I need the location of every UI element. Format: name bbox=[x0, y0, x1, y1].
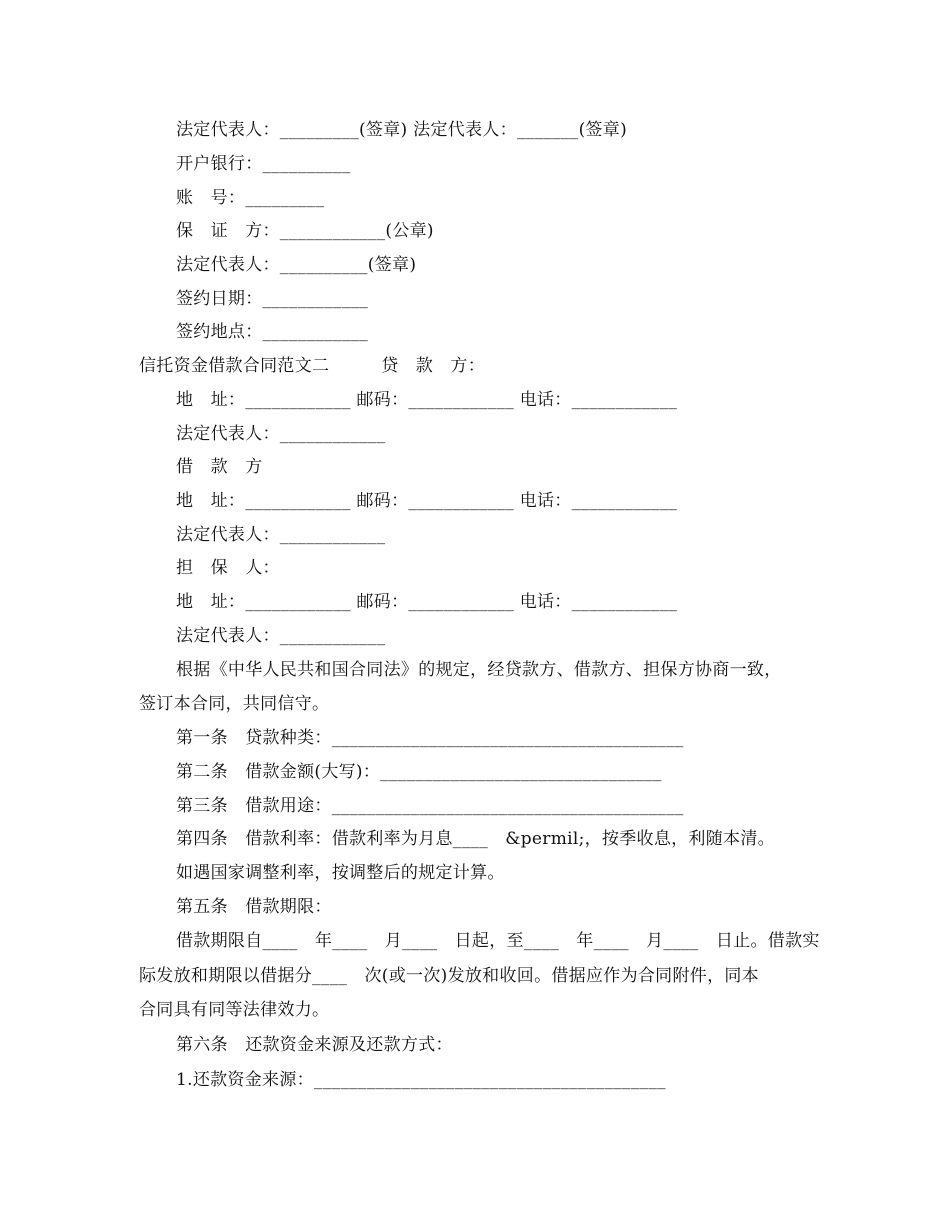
line-term-1: 借款期限自____ 年____ 月____ 日起，至____ 年____ 月____ 日止。借款实 bbox=[176, 931, 820, 951]
line-article-4: 第四条 借款利率：借款利率为月息____ &permil;，按季收息，利随本清。 bbox=[176, 829, 775, 849]
line-lender-address: 地 址：____________ 邮码：____________ 电话：____________ bbox=[176, 390, 678, 410]
line-article-6: 第六条 还款资金来源及还款方式： bbox=[176, 1035, 453, 1055]
line-rate-adjust: 如遇国家调整利率，按调整后的规定计算。 bbox=[176, 863, 505, 883]
line-guarantor-address: 地 址：____________ 邮码：____________ 电话：____________ bbox=[176, 592, 678, 612]
line-article-3: 第三条 借款用途：________________________________________ bbox=[176, 796, 684, 816]
line-borrower: 借 款 方 bbox=[176, 457, 263, 477]
line-guarantor-legal-rep: 法定代表人：__________(签章) bbox=[176, 255, 417, 275]
line-article-5: 第五条 借款期限： bbox=[176, 897, 332, 917]
line-guarantor: 担 保 人： bbox=[176, 558, 280, 578]
line-article-1: 第一条 贷款种类：________________________________________ bbox=[176, 728, 684, 748]
line-legal-rep-signatures: 法定代表人：_________(签章) 法定代表人：_______(签章) bbox=[176, 120, 628, 140]
line-bank: 开户银行：__________ bbox=[176, 154, 351, 174]
line-account: 账 号：_________ bbox=[176, 188, 325, 208]
line-guarantor-legal-rep-2: 法定代表人：____________ bbox=[176, 626, 386, 646]
line-article-2: 第二条 借款金额(大写)：________________________________ bbox=[176, 762, 662, 782]
line-sign-place: 签约地点：____________ bbox=[176, 322, 369, 342]
line-repayment-source: 1.还款资金来源：________________________________________ bbox=[176, 1070, 666, 1090]
line-borrower-address: 地 址：____________ 邮码：____________ 电话：____________ bbox=[176, 491, 678, 511]
line-guarantor-seal: 保 证 方：____________(公章) bbox=[176, 221, 434, 241]
line-preamble-2: 签订本合同，共同信守。 bbox=[139, 694, 330, 714]
line-term-3: 合同具有同等法律效力。 bbox=[139, 1000, 330, 1020]
line-preamble-1: 根据《中华人民共和国合同法》的规定，经贷款方、借款方、担保方协商一致， bbox=[176, 660, 782, 680]
line-section-title-lender: 信托资金借款合同范文二 贷 款 方： bbox=[139, 356, 485, 376]
line-borrower-legal-rep: 法定代表人：____________ bbox=[176, 525, 386, 545]
line-lender-legal-rep: 法定代表人：____________ bbox=[176, 424, 386, 444]
line-sign-date: 签约日期：____________ bbox=[176, 289, 369, 309]
line-term-2: 际发放和期限以借据分____ 次(或一次)发放和收回。借据应作为合同附件，同本 bbox=[139, 966, 759, 986]
